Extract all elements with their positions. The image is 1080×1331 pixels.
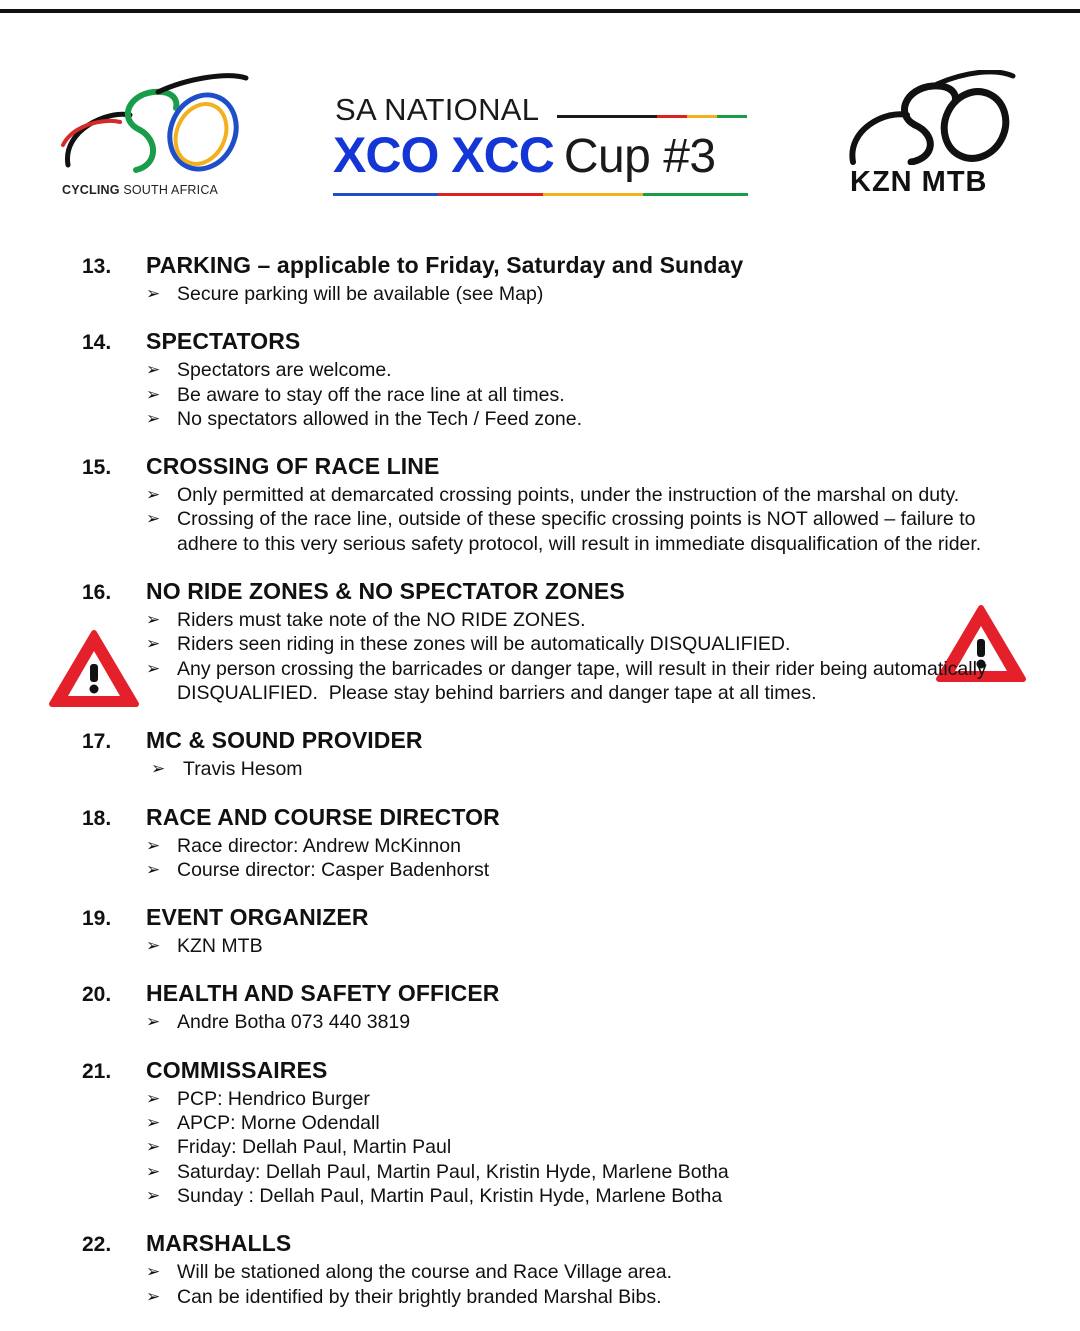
arrowhead-bullet-icon: ➢ [146, 284, 161, 303]
section-parking [82, 252, 1042, 306]
title-line-1: SA NATIONAL [335, 92, 540, 127]
list-item: ➢ APCP: Morne Odendall [146, 1112, 380, 1135]
section-title: MARSHALLS [146, 1230, 292, 1257]
list-item: ➢ Andre Botha 073 440 3819 [146, 1011, 411, 1034]
cycling-south-africa-logo [58, 70, 258, 200]
section-health-safety [82, 980, 1042, 1034]
document-sections [82, 252, 1042, 1331]
title-cup-number: Cup #3 [563, 130, 716, 183]
list-item: ➢ PCP: Hendrico Burger [146, 1087, 370, 1110]
arrowhead-bullet-icon: ➢ [146, 610, 161, 630]
list-item: ➢ Secure parking will be available (see Map) [146, 283, 544, 305]
arrowhead-bullet-icon: ➢ [146, 1286, 161, 1306]
section-title: HEALTH AND SAFETY OFFICER [146, 980, 500, 1007]
arrowhead-bullet-icon: ➢ [146, 1137, 161, 1157]
section-number: 16. [82, 581, 112, 605]
arrowhead-bullet-icon: ➢ [146, 408, 161, 428]
section-spectators [82, 328, 1042, 431]
arrowhead-bullet-icon: ➢ [146, 360, 161, 380]
list-item: ➢ Travis Hesom [151, 758, 303, 781]
list-item: ➢ Sunday : Dellah Paul, Martin Paul, Kristin Hyde, Marlene Botha [146, 1184, 723, 1207]
arrowhead-bullet-icon: ➢ [146, 634, 161, 654]
section-number: 17. [82, 730, 112, 754]
section-number: 20. [82, 983, 112, 1007]
section-number: 22. [82, 1233, 112, 1257]
section-number: 18. [82, 806, 112, 830]
section-title: SPECTATORS [146, 328, 301, 355]
list-item: ➢ Saturday: Dellah Paul, Martin Paul, Kristin Hyde, Marlene Botha [146, 1160, 729, 1183]
section-mc-sound [82, 727, 1042, 781]
arrowhead-bullet-icon: ➢ [146, 509, 161, 529]
arrowhead-bullet-icon: ➢ [146, 835, 161, 855]
arrowhead-bullet-icon: ➢ [146, 936, 161, 956]
event-title-block [333, 90, 753, 200]
arrowhead-bullet-icon: ➢ [146, 384, 161, 404]
list-item: ➢ Friday: Dellah Paul, Martin Paul [146, 1136, 452, 1159]
arrowhead-bullet-icon: ➢ [146, 485, 161, 505]
section-no-ride-zones [82, 578, 1042, 705]
list-item: ➢ Only permitted at demarcated crossing points, under the instruction of the marshal on duty. [146, 484, 960, 507]
title-color-rule [557, 114, 747, 119]
title-line-2 [333, 126, 716, 184]
section-event-organizer [82, 904, 1042, 958]
arrowhead-bullet-icon: ➢ [146, 1113, 161, 1133]
section-number: 13. [82, 255, 112, 278]
list-item: ➢ Will be stationed along the course and Race Village area. [146, 1261, 673, 1284]
list-item: ➢ Riders seen riding in these zones will be automatically DISQUALIFIED. [146, 633, 791, 656]
arrowhead-bullet-icon: ➢ [146, 1185, 161, 1205]
kzn-cyclist-icon [845, 70, 1020, 165]
list-item: ➢ Can be identified by their brightly branded Marshal Bibs. [146, 1285, 662, 1308]
arrowhead-bullet-icon: ➢ [146, 1262, 161, 1282]
kzn-logo-text: KZN MTB [850, 166, 988, 198]
csa-cyclist-icon [58, 70, 258, 180]
section-number: 21. [82, 1059, 112, 1083]
section-title: EVENT ORGANIZER [146, 904, 369, 931]
section-commissaires [82, 1057, 1042, 1208]
section-title: RACE AND COURSE DIRECTOR [146, 803, 500, 830]
arrowhead-bullet-icon: ➢ [146, 1161, 161, 1181]
arrowhead-bullet-icon: ➢ [146, 859, 161, 879]
arrowhead-bullet-icon: ➢ [146, 1012, 161, 1032]
top-border-rule [0, 9, 1080, 13]
arrowhead-bullet-icon: ➢ [146, 1088, 161, 1108]
list-item: ➢ Crossing of the race line, outside of these specific crossing points is NOT allowed – failure to adhere to this very serious safety protocol, will result in immediate disqualification of the rider. [146, 508, 982, 555]
arrowhead-bullet-icon: ➢ [151, 759, 166, 779]
section-title: COMMISSAIRES [146, 1056, 328, 1083]
list-item: ➢ No spectators allowed in the Tech / Feed zone. [146, 407, 583, 430]
section-number: 19. [82, 907, 112, 931]
list-item: ➢ Race director: Andrew McKinnon [146, 834, 461, 857]
section-title: PARKING – applicable to Friday, Saturday and Sunday [146, 252, 744, 278]
list-item: ➢ KZN MTB [146, 935, 263, 958]
list-item: ➢ Course director: Casper Badenhorst [146, 858, 490, 881]
list-item: ➢ Riders must take note of the NO RIDE ZONES. [146, 609, 586, 632]
csa-logo-text: CYCLING SOUTH AFRICA [62, 183, 219, 197]
section-title: NO RIDE ZONES & NO SPECTATOR ZONES [146, 578, 625, 605]
section-number: 15. [82, 456, 112, 480]
section-title: CROSSING OF RACE LINE [146, 453, 440, 480]
section-race-course-director [82, 804, 1042, 883]
section-number: 14. [82, 331, 112, 355]
section-marshalls [82, 1230, 1042, 1309]
list-item: ➢ Be aware to stay off the race line at all times. [146, 383, 565, 406]
title-bottom-color-rule [333, 192, 748, 197]
section-crossing-race-line [82, 453, 1042, 556]
kzn-mtb-logo [845, 70, 1020, 200]
list-item: ➢ Any person crossing the barricades or danger tape, will result in their rider being automatically DISQUALIFIED. Please stay behind barriers and danger tape at all times. [146, 657, 993, 704]
arrowhead-bullet-icon: ➢ [146, 658, 161, 678]
title-xco-xcc: XCO XCC [333, 127, 554, 183]
section-title: MC & SOUND PROVIDER [146, 727, 423, 754]
list-item: ➢ Spectators are welcome. [146, 359, 392, 382]
